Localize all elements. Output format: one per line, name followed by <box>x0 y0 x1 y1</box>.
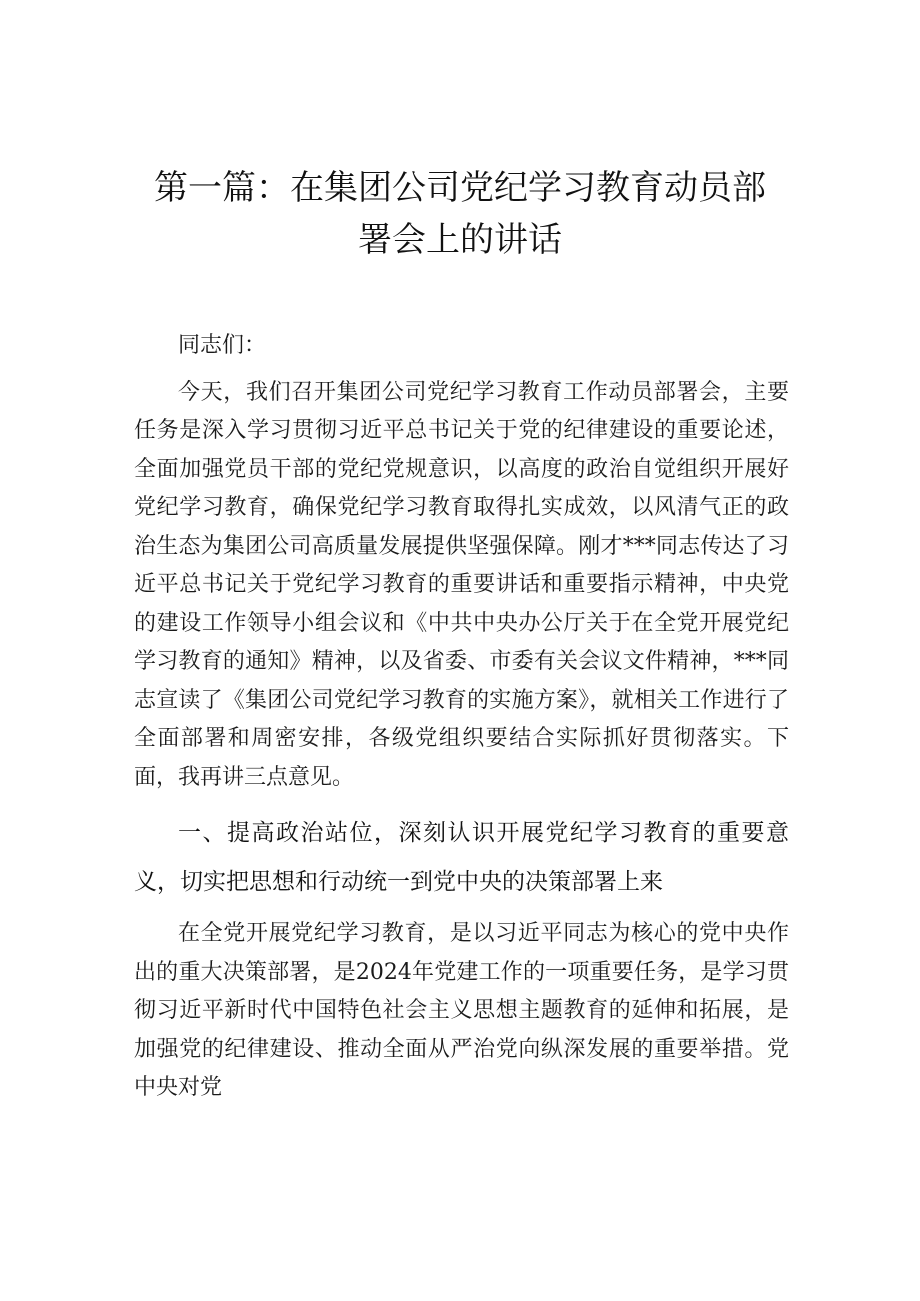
document-body <box>134 327 789 1108</box>
salutation: 同志们： <box>178 333 267 358</box>
title-line-1: 第一篇：在集团公司党纪学习教育动员部 <box>154 168 766 208</box>
paragraph-section-1: 在全党开展党纪学习教育，是以习近平同志为核心的党中央作出的重大决策部署，是2024年党建工作的一项重要任务，是学习贯彻习近平新时代中国特色社会主义思想主题教育的延伸和拓展，是加强党的纪律建设、推动全面从严治党向纵深发展的重要举措。党中央对党 <box>134 921 789 1100</box>
section-heading-1: 一、提高政治站位，深刻认识开展党纪学习教育的重要意义，切实把思想和行动统一到党中央的决策部署上来 <box>134 820 789 895</box>
document-title <box>120 162 800 266</box>
title-line-2: 署会上的讲话 <box>358 220 562 260</box>
paragraph-intro: 今天，我们召开集团公司党纪学习教育工作动员部署会，主要任务是深入学习贯彻习近平总书记关于党的纪律建设的重要论述，全面加强党员干部的党纪党规意识，以高度的政治自觉组织开展好党纪学习教育，确保党纪学习教育取得扎实成效，以风清气正的政治生态为集团公司高质量发展提供坚强保障。刚才***同志传达了习近平总书记关于党纪学习教育的重要讲话和重要指示精神，中央党的建设工作领导小组会议和《中共中央办公厅关于在全党开展党纪学习教育的通知》精神，以及省委、市委有关会议文件精神，***同志宣读了《集团公司党纪学习教育的实施方案》，就相关工作进行了全面部署和周密安排，各级党组织要结合实际抓好贯彻落实。下面，我再讲三点意见。 <box>134 379 789 790</box>
